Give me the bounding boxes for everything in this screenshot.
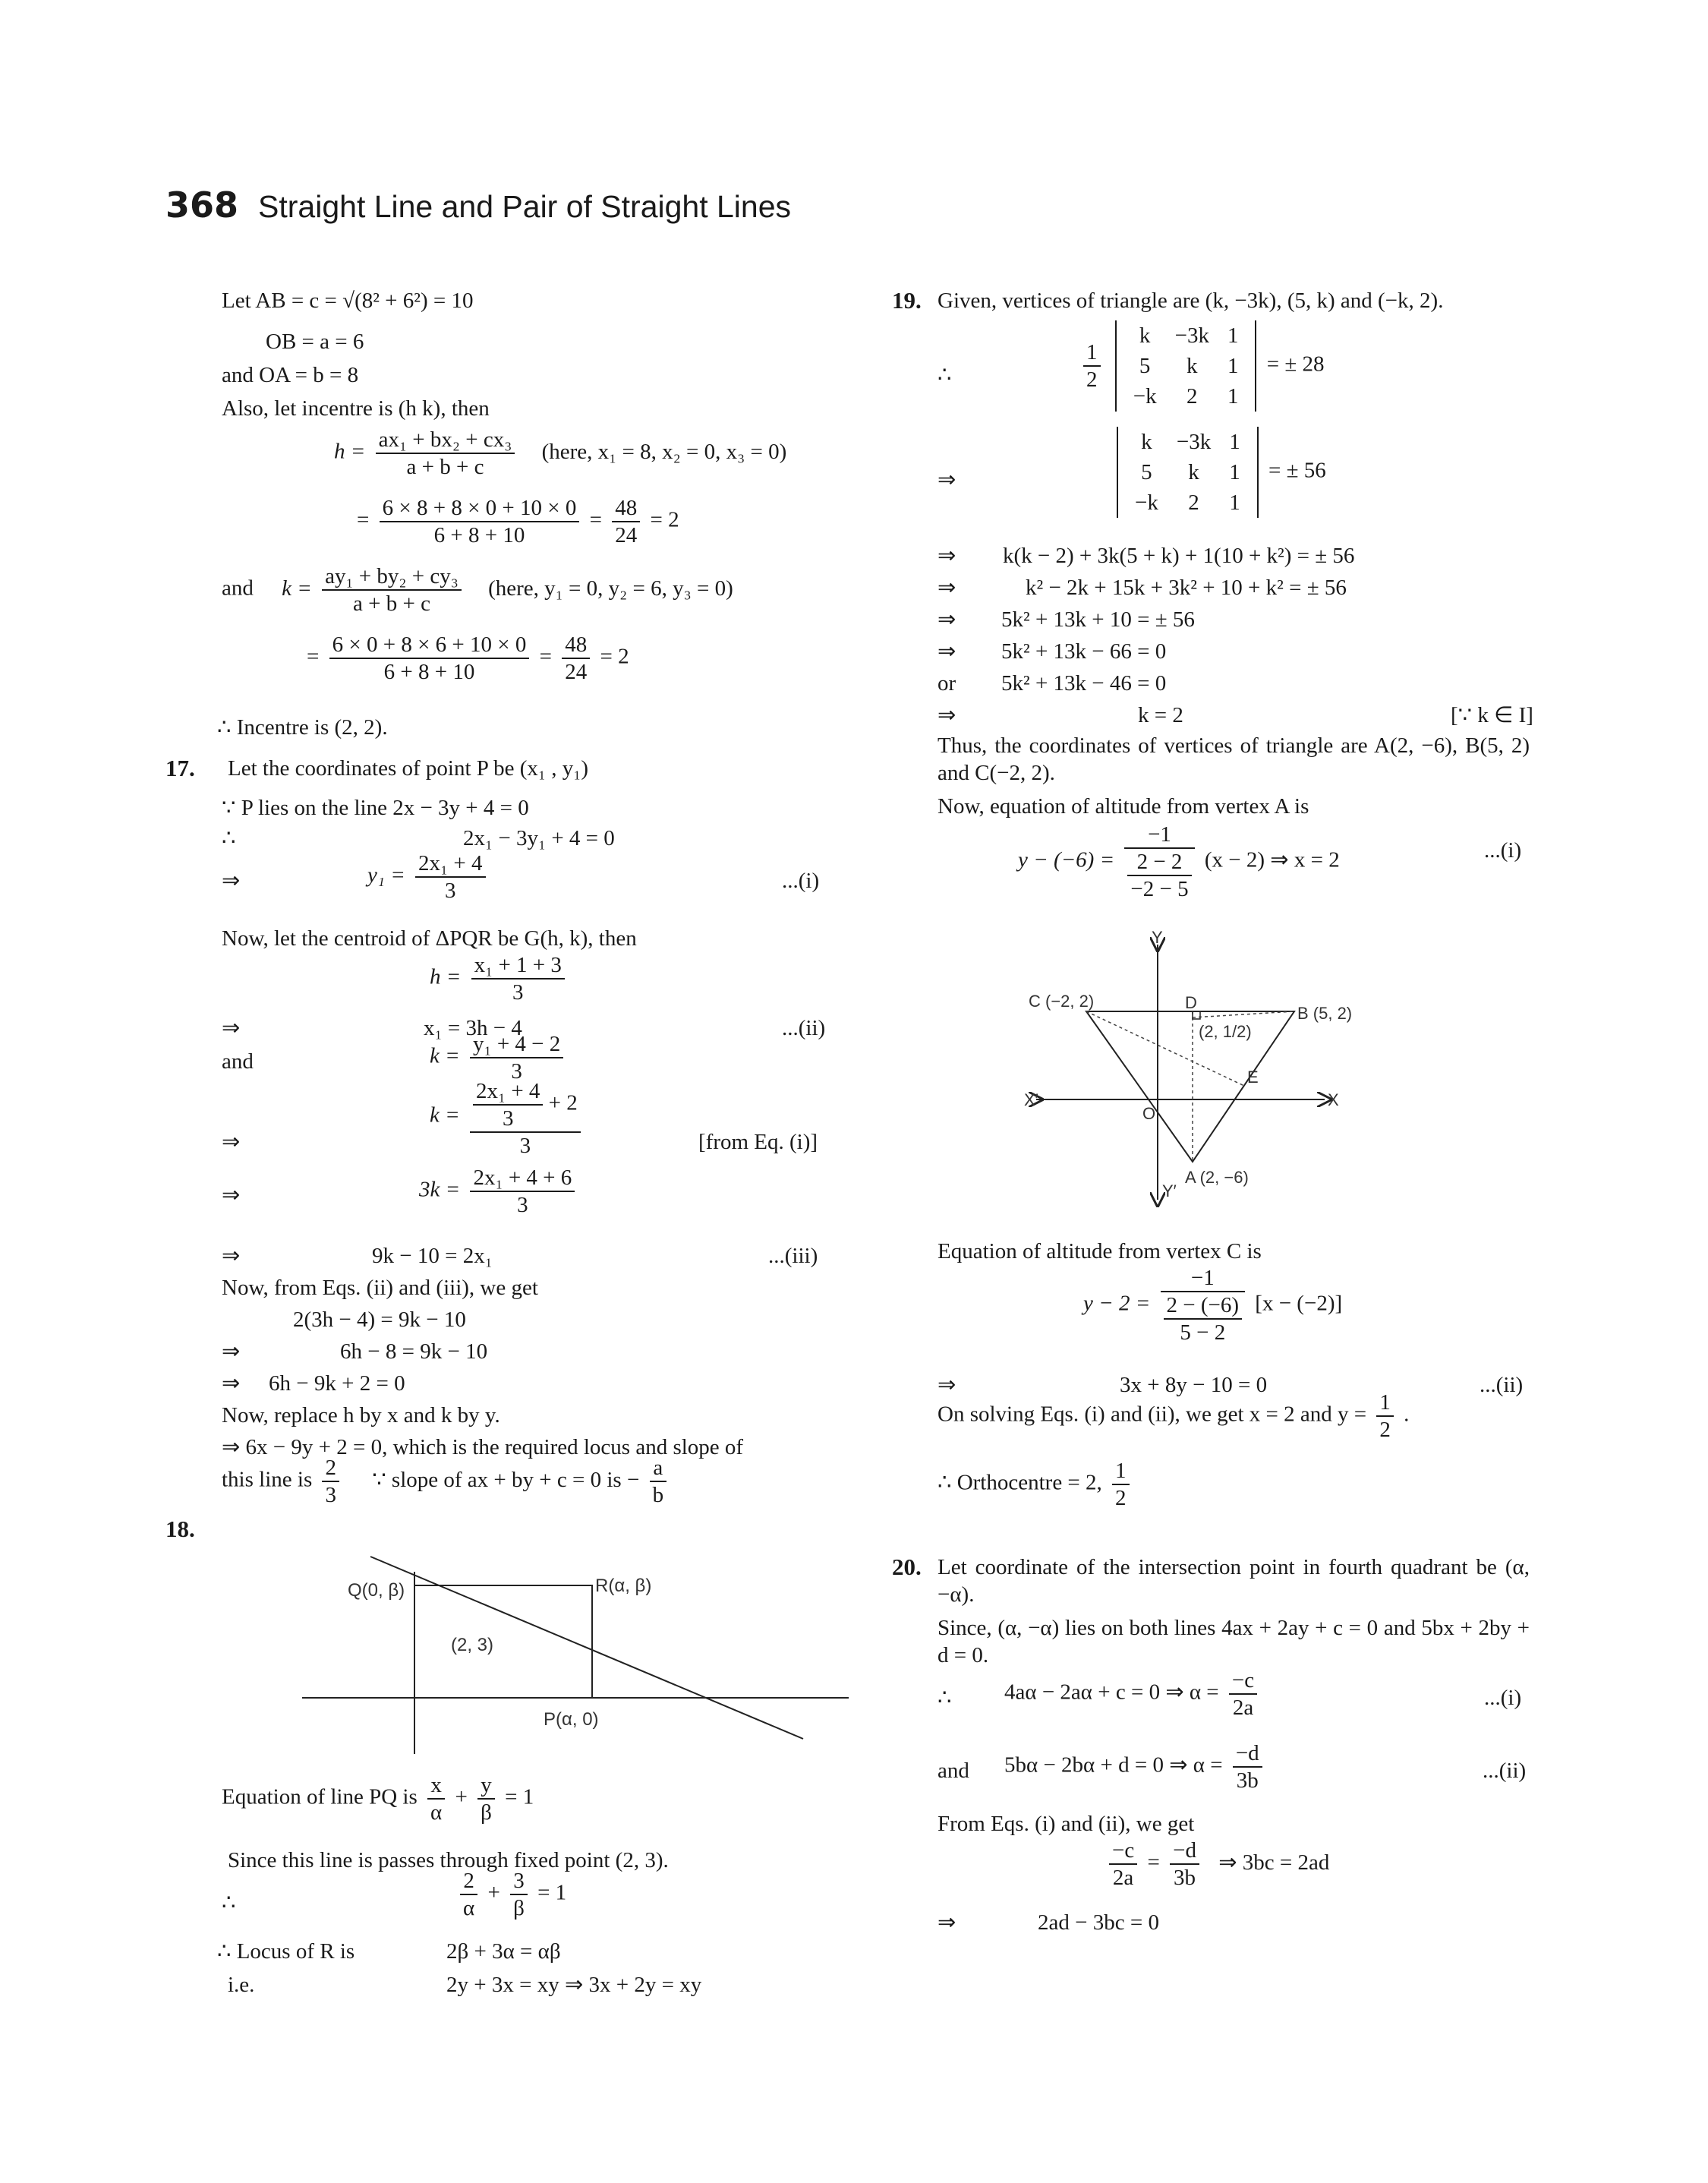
result: = 2 [650,507,679,532]
denominator: 3 [325,1483,336,1507]
line: Let the coordinates of point P be (x₁ , y₁) [228,756,588,781]
eq-lhs: h = [334,439,366,464]
equation [357,495,679,548]
fraction [427,1772,445,1825]
symbol: ∴ [938,363,952,387]
equation [367,850,490,904]
numerator: −1 [1124,822,1194,849]
eq-lhs: y₁ = [367,863,405,888]
denominator: 2 [1115,1486,1127,1510]
equation [455,1868,566,1921]
fraction [322,1455,339,1508]
plus: + [455,1784,468,1809]
fraction [415,850,485,904]
determinant-equation [1112,427,1326,518]
denominator: a + b + c [406,455,484,479]
denominator [1124,849,1194,902]
numerator: 48 [612,495,640,522]
question-number: 19. [892,287,922,314]
denominator: α [463,1896,475,1920]
denominator: 2a [1112,1866,1134,1890]
equals: = [539,644,552,669]
text: On solving Eqs. (i) and (ii), we get x = 2 and y = [938,1402,1367,1427]
page-header [165,185,791,226]
denominator: 3 [517,1193,528,1217]
result: = 1 [537,1880,567,1905]
equals: = [307,644,320,669]
eq-lhs: y − 2 = [1083,1291,1151,1316]
eq-lhs: 3k = [419,1177,461,1202]
line: ∴ Incentre is (2, 2). [217,715,388,740]
equation-tag: ...(ii) [782,1016,826,1040]
equation-tag: ...(ii) [1480,1373,1524,1397]
fraction [562,632,590,685]
line: 3x + 8y − 10 = 0 [1120,1373,1268,1397]
line: From Eqs. (i) and (ii), we get [938,1812,1195,1836]
equals: = [357,507,370,532]
symbol: ⇒ [938,1910,956,1935]
line: Since this line is passes through fixed point (2, 3). [228,1848,669,1872]
determinant [1117,427,1259,518]
paragraph: Let coordinate of the intersection point in fourth quadrant be (α, −α). [938,1555,1530,1607]
line: ∵ P lies on the line 2x − 3y + 4 = 0 [222,796,529,820]
equals: = [589,507,602,532]
cell: 2 [1186,384,1198,409]
inner-fraction [473,1078,543,1131]
line: 6h − 9k + 2 = 0 [269,1371,405,1396]
text: . [1404,1402,1410,1427]
eq-lhs: k = [282,576,312,601]
cell: 1 [1229,460,1240,484]
result: = 1 [505,1784,534,1809]
equation [1004,1667,1262,1721]
line: 2x₁ − 3y₁ + 4 = 0 [463,826,615,850]
symbol: ⇒ [222,1183,241,1207]
equation-tag: ...(i) [1484,838,1522,863]
fixed-point-label: (2, 3) [451,1635,494,1655]
numerator: 1 [1083,339,1101,367]
equation [938,1458,1134,1511]
orthocentre-label: (2, 1/2) [1199,1022,1252,1041]
denominator: 24 [565,660,588,684]
denominator [1161,1292,1246,1345]
fraction [376,427,515,480]
numerator: 6 × 0 + 8 × 6 + 10 × 0 [329,632,530,659]
denominator: b [652,1483,664,1507]
cell: 1 [1229,430,1240,454]
line: k = 2 [1138,703,1183,727]
line: 6h − 8 = 9k − 10 [340,1339,488,1364]
determinant-matrix [1124,320,1248,412]
line: 9k − 10 = 2x₁ [372,1244,493,1268]
line: x₁ = 3h − 4 [424,1016,522,1040]
determinant-matrix [1126,427,1249,518]
result: = ± 56 [1268,458,1326,483]
symbol: ⇒ [938,544,956,568]
fraction [1376,1390,1394,1443]
equation [1105,1838,1329,1891]
fraction [1109,1838,1137,1891]
line: ⇒ 6x − 9y + 2 = 0, which is the required locus and slope of [222,1435,744,1459]
question-number: 20. [892,1554,922,1580]
numerator: 1 [1376,1390,1394,1417]
numerator: ay₁ + by₂ + cy₃ [322,563,462,591]
denominator: 3 [511,1059,522,1084]
equation [222,1772,534,1825]
determinant-equation [1079,320,1325,412]
origin-label: O [1142,1104,1156,1123]
line: k² − 2k + 15k + 3k² + 10 + k² = ± 56 [1026,576,1347,600]
numerator: 48 [562,632,590,659]
symbol: ⇒ [222,869,241,893]
fraction [470,1165,575,1218]
cell: −3k [1176,430,1212,454]
numerator: 2x₁ + 4 [473,1078,543,1106]
numerator: 2 − (−6) [1164,1292,1243,1320]
denominator: −2 − 5 [1130,877,1189,901]
y-axis-label: Y [1152,928,1163,947]
line: 5k² + 13k − 66 = 0 [1001,639,1167,664]
fraction [1170,1838,1199,1891]
symbol: ∴ [222,1891,236,1915]
x-neg-label: X′ [1024,1090,1038,1109]
eq-lhs: k = [430,1043,460,1068]
eq-rhs: (x − 2) ⇒ x = 2 [1204,847,1340,872]
cell: 5 [1139,354,1151,378]
cell: 1 [1227,354,1239,378]
text: ∵ slope of ax + by + c = 0 is − [372,1467,640,1492]
numerator: −c [1109,1838,1137,1865]
cell: 2 [1188,491,1199,515]
denominator: 5 − 2 [1180,1320,1226,1345]
denominator: a + b + c [353,591,430,616]
equation [222,563,733,617]
equals: = [1147,1850,1160,1875]
denominator: 3 [502,1106,514,1131]
eq-rhs: [x − (−2)] [1255,1291,1343,1316]
y-neg-label: Y′ [1162,1181,1177,1200]
numerator: a [650,1455,667,1482]
symbol: ⇒ [938,1373,956,1397]
eq-lhs: k = [430,1103,460,1128]
numerator: 2 − 2 [1127,849,1191,876]
symbol: ⇒ [938,703,956,727]
numerator: 2 [460,1868,477,1895]
note: (here, x₁ = 8, x₂ = 0, x₃ = 0) [541,439,787,464]
fraction [477,1772,495,1825]
x-axis-label: X [1328,1090,1339,1109]
line: Also, let incentre is (h k), then [222,396,490,421]
equation [1083,1265,1342,1345]
denominator: 3 [519,1134,531,1158]
right-column [892,281,1545,2141]
cell: 1 [1227,384,1239,409]
line: ∴ Locus of R is [217,1939,355,1964]
text: Equation of line PQ is [222,1784,418,1809]
equation-tag: ...(iii) [768,1244,818,1268]
plus-term: + 2 [548,1090,578,1115]
determinant [1115,320,1257,412]
point-q-label: Q(0, β) [348,1580,405,1601]
fraction [380,495,580,548]
symbol: ⇒ [938,639,956,664]
point-b-label: B (5, 2) [1297,1004,1353,1023]
fraction [471,952,565,1005]
symbol: ⇒ [222,1339,241,1364]
fraction [329,632,530,685]
equation [419,1165,579,1218]
numerator: −d [1170,1838,1199,1865]
equation [430,952,569,1005]
symbol: ⇒ [938,468,956,492]
numerator: ax₁ + bx₂ + cx₃ [376,427,515,454]
result: = ± 28 [1266,352,1325,377]
denominator: 3b [1174,1866,1196,1890]
fraction [470,1075,581,1159]
figure-18 [302,1534,864,1762]
cell: 1 [1227,323,1239,348]
cell: k [1186,354,1198,378]
fraction [650,1455,667,1508]
fraction [1112,1458,1130,1511]
denominator: 6 + 8 + 10 [433,523,525,547]
text: 5bα − 2bα + d = 0 ⇒ α = [1004,1752,1223,1778]
numerator: y [477,1772,495,1800]
paragraph: Thus, the coordinates of vertices of triangle are A(2, −6), B(5, 2) and C(−2, 2). [938,733,1530,785]
cell: 5 [1141,460,1152,484]
triangle-abc [1086,1011,1294,1162]
rectangle-oqrp [414,1585,592,1698]
numerator: −d [1233,1740,1262,1768]
line: Equation of altitude from vertex C is [938,1239,1262,1263]
line: and OA = b = 8 [222,363,359,387]
line: Now, replace h by x and k by y. [222,1403,500,1427]
line: Now, let the centroid of ΔPQR be G(h, k), then [222,926,637,951]
cell: −k [1133,384,1157,409]
line: k(k − 2) + 3k(5 + k) + 1(10 + k²) = ± 56 [1003,544,1355,568]
eq-lhs: h = [430,964,462,989]
inner-fraction [1127,849,1191,902]
line: Let AB = c = √(8² + 6²) = 10 [222,289,474,313]
cell: k [1139,323,1151,348]
point-d-label: D [1185,993,1197,1012]
line: Given, vertices of triangle are (k, −3k), (5, k) and (−k, 2). [938,289,1444,313]
numerator: x₁ + 1 + 3 [471,952,565,980]
text: ∴ Orthocentre = 2, [938,1470,1102,1495]
line-b-to-orthocentre [1193,1011,1294,1017]
symbol: ∴ [222,826,236,850]
numerator: 2 [322,1455,339,1482]
fraction [510,1868,528,1921]
denominator: 3 [512,980,524,1005]
symbol: ⇒ [938,607,956,632]
page-title: Straight Line and Pair of Straight Lines [258,189,792,224]
point-e-label: E [1247,1068,1259,1087]
line: 2(3h − 4) = 9k − 10 [293,1308,466,1332]
equation [938,1390,1409,1443]
equation [430,1075,585,1159]
eq-lhs: y − (−6) = [1018,847,1115,872]
left-column [165,281,834,2141]
denominator: 3 [445,879,456,903]
note: (here, y₁ = 0, y₂ = 6, y₃ = 0) [488,576,733,601]
symbol: ⇒ [222,1130,241,1154]
line: Now, equation of altitude from vertex A is [938,794,1309,819]
line: 2y + 3x = xy ⇒ 3x + 2y = xy [446,1973,702,1997]
line: OB = a = 6 [266,330,364,354]
equation-tag: ...(ii) [1483,1759,1527,1783]
numerator: 2x₁ + 4 [415,850,485,878]
half-fraction [1083,339,1101,393]
and-word: and [222,576,254,601]
cell: −k [1135,491,1158,515]
page-number: 368 [165,185,239,226]
figure-19 [1024,928,1454,1207]
denominator: 3b [1236,1768,1259,1793]
numerator: 6 × 8 + 8 × 0 + 10 × 0 [380,495,580,522]
equation [1018,822,1340,902]
inner-fraction [1164,1292,1243,1345]
fraction [460,1868,477,1921]
equation-tag: ...(i) [1484,1686,1522,1710]
denominator: α [430,1800,443,1825]
line: i.e. [228,1973,255,1997]
denominator: 2a [1232,1696,1254,1720]
line: 2ad − 3bc = 0 [1038,1910,1159,1935]
symbol: ⇒ [222,1371,241,1396]
denominator: β [513,1896,525,1920]
numerator: y₁ + 4 − 2 [470,1031,563,1058]
text: 4aα − 2aα + c = 0 ⇒ α = [1004,1680,1219,1705]
paragraph: Since, (α, −α) lies on both lines 4ax + 2ay + c = 0 and 5bx + 2by + d = 0. [938,1616,1530,1667]
line: 5k² + 13k + 10 = ± 56 [1001,607,1195,632]
cell: k [1141,430,1152,454]
plus: + [487,1880,500,1905]
equation [307,632,629,685]
denominator: 6 + 8 + 10 [383,660,475,684]
numerator [470,1075,581,1133]
numerator: x [427,1772,445,1800]
numerator: −1 [1161,1265,1246,1292]
numerator: 1 [1112,1458,1130,1485]
point-p-label: P(α, 0) [544,1709,599,1730]
and-word: and [222,1049,254,1074]
fraction [1229,1667,1257,1721]
and-word: and [938,1759,969,1783]
denominator: 24 [615,523,638,547]
symbol: ∴ [938,1686,952,1710]
question-number: 17. [165,755,195,781]
equation [222,1455,671,1508]
denominator: β [481,1800,492,1825]
numerator: −c [1229,1667,1257,1695]
fraction [322,563,462,617]
fraction [1161,1265,1246,1345]
equation [1004,1740,1267,1793]
fraction [1233,1740,1262,1793]
denominator: 2 [1086,368,1098,392]
equation-tag: [from Eq. (i)] [698,1130,818,1154]
numerator: 2x₁ + 4 + 6 [470,1165,575,1192]
equation-tag: ...(i) [782,869,820,893]
cell: −3k [1174,323,1209,348]
fraction [1124,822,1194,902]
point-a-label: A (2, −6) [1185,1168,1249,1187]
symbol: ⇒ [938,576,956,600]
question-number: 18. [165,1516,195,1542]
point-c-label: C (−2, 2) [1029,992,1095,1011]
line: Now, from Eqs. (ii) and (iii), we get [222,1276,538,1300]
fraction [612,495,640,548]
cell: k [1188,460,1199,484]
eq-rhs: ⇒ 3bc = 2ad [1218,1850,1330,1875]
symbol: ⇒ [222,1016,241,1040]
numerator: 3 [510,1868,528,1895]
equation-tag: [∵ k ∈ I] [1451,703,1533,727]
denominator: 2 [1379,1418,1391,1442]
symbol: or [938,671,956,696]
point-r-label: R(α, β) [595,1576,652,1596]
equation [334,427,786,480]
text: this line is [222,1467,313,1492]
cell: 1 [1229,491,1240,515]
symbol: ⇒ [222,1244,241,1268]
line: 5k² + 13k − 46 = 0 [1001,671,1167,696]
line: 2β + 3α = αβ [446,1939,561,1964]
result: = 2 [600,644,629,669]
